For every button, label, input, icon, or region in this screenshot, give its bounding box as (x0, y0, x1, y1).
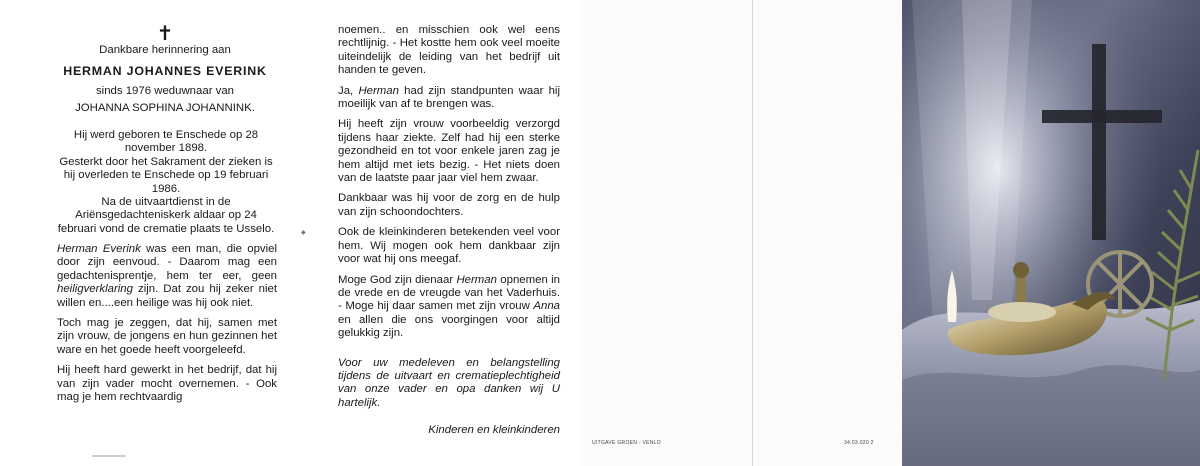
p6-mid: opnemen in de vrede en de vreugde van het Vaderhuis. - Moge hij daar samen met zijn vrouw (338, 273, 560, 313)
cloth-shadow (902, 365, 1200, 466)
relation-line-1: sinds 1976 weduwnaar van (95, 84, 235, 97)
deceased-name: HERMAN JOHANNES EVERINK (63, 64, 267, 79)
oil-lamp-cross-painting (902, 0, 1200, 466)
italic-word: heiligverklaring (57, 283, 133, 296)
printer-mark (92, 455, 126, 457)
p2-name: Herman (358, 84, 399, 97)
left-panel (0, 0, 300, 466)
p6-name2: Anna (533, 300, 560, 313)
name-italic: Herman Everink (57, 243, 141, 255)
tribute-text: was een man, die opviel door zijn eenvoud. - Daarom mag een gedachtenisprentje, hem ter eer, geen (57, 243, 277, 282)
fold-line (752, 0, 753, 466)
birth-paragraph: Hij werd geboren te Enschede op 28 november 1898. (73, 129, 259, 155)
death-paragraph: Gesterkt door het Sakrament der zieken is hij overleden te Enschede op 19 februari 1986. (59, 155, 273, 195)
p6-post: en allen die ons voorgingen voor altijd gelukkig zijn. (338, 313, 560, 340)
tribute-paragraph-3: Hij heeft hard gewerkt in het bedrijf, dat hij van zijn vader mocht overnemen. - Ook mag je hem rechtvaardig (57, 364, 277, 404)
signature: Kinderen en kleinkinderen (428, 424, 560, 437)
p6-name1: Herman (456, 273, 497, 286)
thanks-paragraph: Voor uw medeleven en belangstelling tijdens de uitvaart en crematieplechtigheid van onze vader en opa danken wij U hartelijk. (338, 356, 560, 409)
tribute-text-end: zijn. Dat zou hij zeker niet willen en....een heilige was hij ook niet. (57, 283, 277, 309)
header-block (52, 22, 278, 116)
publisher-label: UITGAVE GROEN - VENLO (592, 440, 661, 446)
p2-post: had zijn standpunten waar hij moeilijk van af te brengen was. (338, 84, 560, 111)
tribute-paragraph-1 (57, 243, 277, 310)
funeral-paragraph: Na de uitvaartdienst in de Ariënsgedachteniskerk aldaar op 24 februari vond de crematie plaats te Usselo. (57, 196, 275, 235)
tribute-block (57, 243, 277, 411)
middle-panel (300, 0, 580, 466)
middle-paragraph-5: Ook de kleinkinderen betekenden veel voor hem. Wij mogen ook hem dankbaar zijn voor wat hij ons meegaf. (338, 226, 560, 266)
memorial-text-block (338, 24, 560, 445)
spouse-name: JOHANNA SOPHINA JOHANNINK. (75, 102, 255, 115)
middle-paragraph-3: Hij heeft zijn vrouw voorbeeldig verzorgd tijdens haar ziekte. Zelf had hij een sterke gezondheid en tot voor enkele jaren zag je hem altijd met iets bezig. - Het niets doen van de laatste paar jaar viel hem zwaar. (338, 118, 560, 185)
intro-text: Dankbare herinnering aan (99, 44, 231, 56)
cross-vertical (1092, 44, 1106, 240)
right-panel (580, 0, 1200, 466)
card-code: 34.03.020 2 (844, 440, 874, 446)
middle-paragraph-6 (338, 274, 560, 341)
biography-block (56, 129, 276, 236)
tribute-paragraph-2: Toch mag je zeggen, dat hij, samen met zijn vrouw, de jongens en hun gezinnen het ware en het goede heeft voorgeleefd. (57, 317, 277, 356)
p2-pre: Ja, (338, 84, 359, 97)
middle-paragraph-1: noemen.. en misschien ook wel eens rechtlijnig. - Het kostte hem ook veel moeite uiteindelijk de leiding van het bedrijf uit handen te geven. (338, 24, 560, 77)
cross-horizontal (1042, 110, 1162, 123)
cross-symbol: ✝ (156, 21, 174, 45)
p6-pre: Moge God zijn dienaar (338, 273, 457, 286)
middle-paragraph-2 (338, 85, 560, 112)
fold-dot-icon: ◆ (301, 230, 306, 236)
middle-paragraph-4: Dankbaar was hij voor de zorg en de hulp van zijn schoondochters. (338, 192, 560, 218)
